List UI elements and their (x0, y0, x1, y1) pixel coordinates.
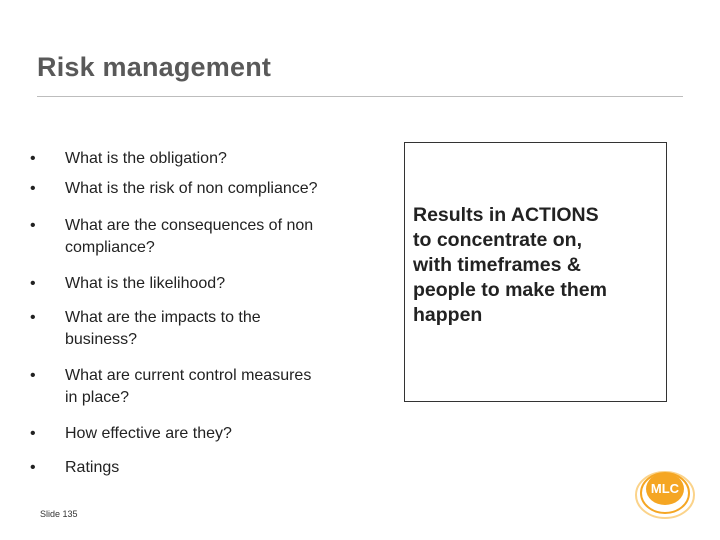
bullet-marker: • (30, 459, 36, 476)
title-divider (37, 96, 683, 97)
mlc-logo-icon (634, 462, 696, 520)
bullet-text: What is the risk of non compliance? (65, 180, 318, 197)
slide-number: Slide 135 (40, 509, 78, 519)
bullet-text: What are the impacts to the business? (65, 309, 261, 348)
bullet-marker: • (30, 275, 36, 292)
callout-text: Results in ACTIONS to concentrate on, with timeframes & people to make them happen (413, 204, 607, 326)
bullet-text: How effective are they? (65, 425, 232, 442)
bullet-text: What is the likelihood? (65, 275, 226, 292)
bullet-marker: • (30, 309, 36, 326)
logo-text: MLC (650, 481, 680, 496)
bullet-text: What are current control measures in place? (65, 367, 312, 406)
bullet-text: Ratings (65, 459, 120, 476)
bullet-text: What are the consequences of non compliance? (65, 217, 314, 256)
bullet-marker: • (30, 217, 36, 234)
slide-title: Risk management (37, 52, 272, 82)
bullet-text: What is the obligation? (65, 150, 227, 167)
bullet-marker: • (30, 425, 36, 442)
bullet-marker: • (30, 150, 36, 167)
bullet-marker: • (30, 180, 36, 197)
results-callout-box (404, 142, 667, 402)
bullet-marker: • (30, 367, 36, 384)
